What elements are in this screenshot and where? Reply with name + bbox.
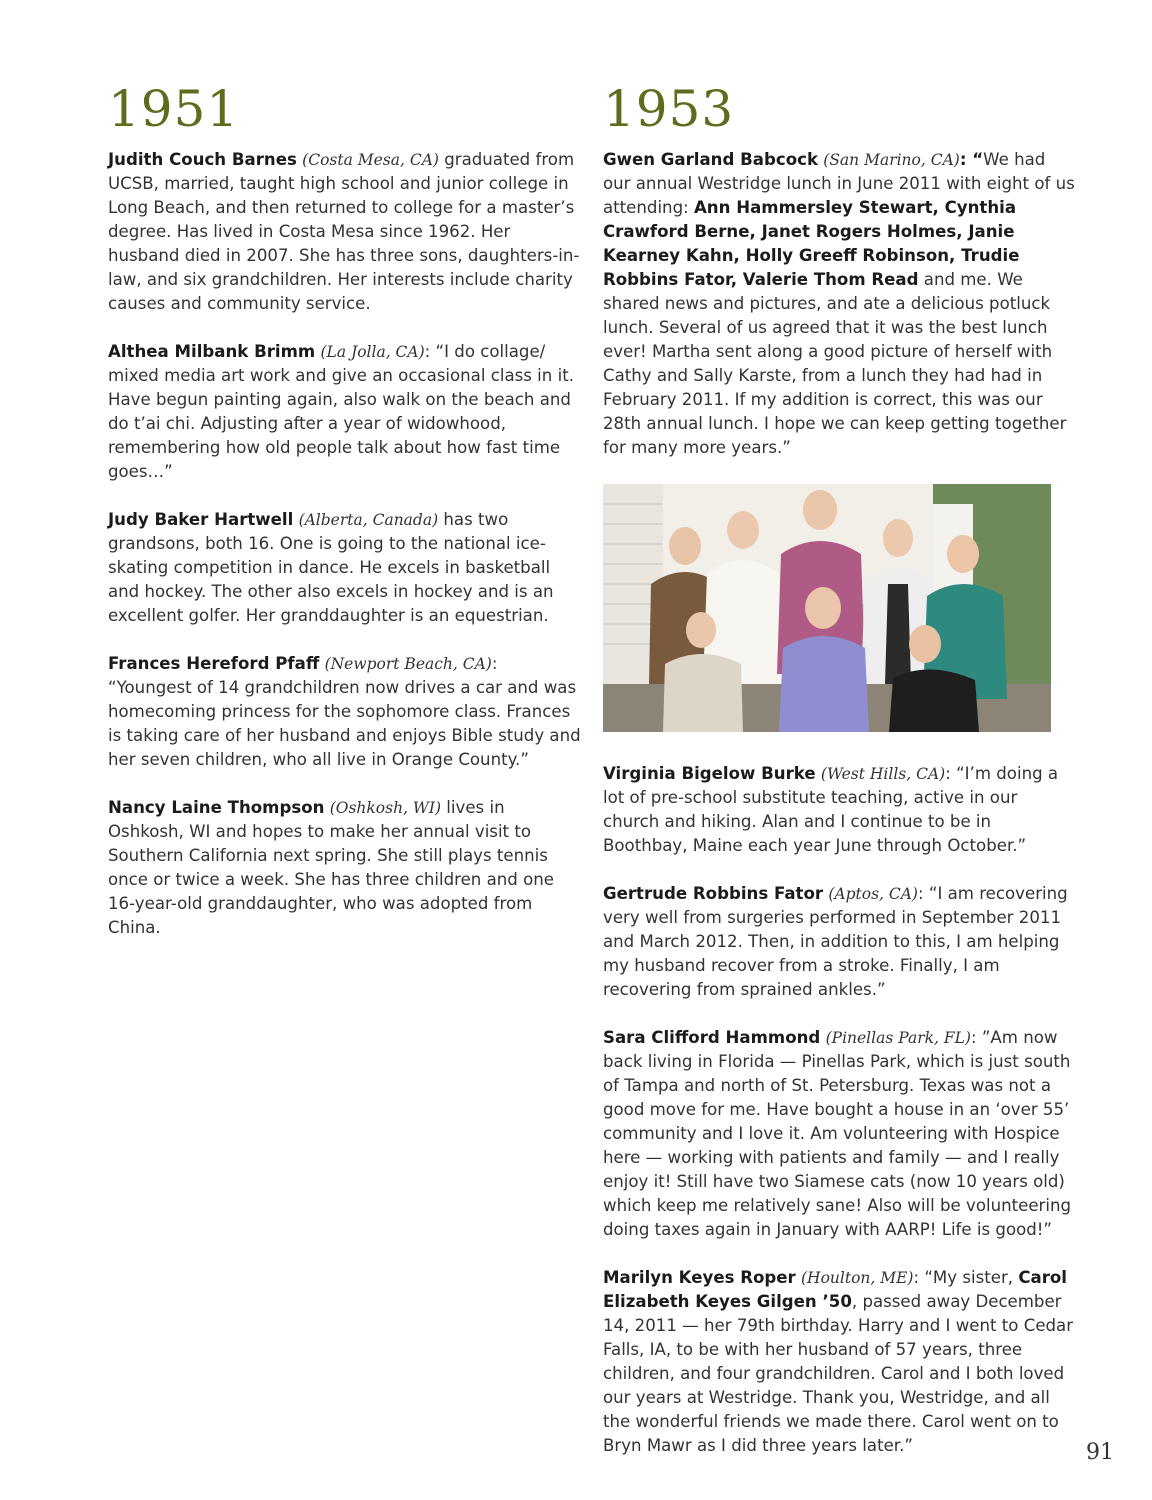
class-note-entry [603, 148, 1075, 460]
class-year-heading: 1953 [603, 80, 735, 138]
entry-list [603, 762, 1075, 1242]
alumna-name: Sara Clifford Hammond [603, 1028, 821, 1047]
class-year-heading: 1951 [108, 80, 240, 138]
sister-name: Carol Elizabeth Keyes Gilgen ’50 [603, 1268, 1067, 1311]
right-column [603, 80, 1075, 1482]
alumna-location: (Aptos, CA) [828, 885, 918, 903]
entry-text: We had our annual Westridge lunch in June 2011 with eight of us attending: [603, 150, 1075, 217]
page-number: 91 [1086, 1440, 1114, 1465]
entry-text: : “My sister, [913, 1268, 1019, 1287]
alumna-name: Althea Milbank Brimm [108, 342, 316, 361]
alumna-name: Frances Hereford Pfaff [108, 654, 320, 673]
class-note-entry [108, 508, 584, 628]
group-photo [603, 484, 1051, 732]
alumna-name: Marilyn Keyes Roper [603, 1268, 796, 1287]
quote-open: : “ [959, 150, 984, 169]
entry-text: : ”Am now back living in Florida — Pinellas Park, which is just south of Tampa and north of St. Petersburg. Texas was not a good move for me. Have bought a house in an ‘over 55’ community and I love it. Am volunteering with Hospice here — working with patients and family — and I really enjoy it! Still have two Siamese cats (now 10 years old) which keep me relatively sane! Also will be volunteering doing taxes again in January with AARP! Life is good!” [603, 1028, 1072, 1239]
alumna-location: (San Marino, CA) [823, 151, 960, 169]
group-photo-image [603, 484, 1051, 732]
entry-text: and me. We shared news and pictures, and ate a delicious potluck lunch. Several of us agreed that it was the best lunch ever! Martha sent along a good picture of herself with Cathy and Sally Karste, from a lunch they had had in February 2011. If my addition is correct, this was our 28th annual lunch. I hope we can keep getting together for many more years.” [603, 270, 1067, 457]
alumna-name: Gwen Garland Babcock [603, 150, 818, 169]
alumna-location: (Pinellas Park, FL) [825, 1029, 971, 1047]
class-note-entry [108, 796, 584, 940]
alumna-name: Judith Couch Barnes [108, 150, 297, 169]
class-note-entry [603, 1266, 1075, 1458]
alumna-location: (Newport Beach, CA) [324, 655, 492, 673]
entry-text: : “I do collage/ mixed media art work and give an occasional class in it. Have begun painting again, also walk on the beach and do t’ai chi. Adjusting after a year of widowhood, remembering how old people talk about how fast time goes…” [108, 342, 574, 481]
entry-text: , passed away December 14, 2011 — her 79th birthday. Harry and I went to Cedar Falls, IA, to be with her husband of 57 years, three children, and four grandchildren. Carol and I both loved our years at Westridge. Thank you, Westridge, and all the wonderful friends we made there. Carol went on to Bryn Mawr as I did three years later.” [603, 1292, 1074, 1455]
class-note-entry [603, 882, 1075, 1002]
alumna-name: Nancy Laine Thompson [108, 798, 325, 817]
class-note-entry [108, 148, 584, 316]
alumna-location: (West Hills, CA) [820, 765, 946, 783]
alumna-location: (Houlton, ME) [801, 1269, 914, 1287]
alumna-name: Judy Baker Hartwell [108, 510, 294, 529]
entry-text: : “Youngest of 14 grandchildren now drives a car and was homecoming princess for the sophomore class. Frances is taking care of her husband and enjoys Bible study and her seven children, who all live in Orange County.” [108, 654, 581, 769]
alumna-name: Virginia Bigelow Burke [603, 764, 816, 783]
class-note-entry [108, 652, 584, 772]
attendee-names: Ann Hammersley Stewart, Cynthia Crawford Berne, Janet Rogers Holmes, Janie Kearney Kahn, Holly Greeff Robinson, Trudie Robbins Fator, Valerie Thom Read [603, 198, 1020, 289]
entry-list [108, 148, 584, 940]
class-note-entry [603, 762, 1075, 858]
entry-text: has two grandsons, both 16. One is going to the national ice-skating competition in dance. He excels in basketball and hockey. The other also excels in hockey and is an excellent golfer. Her granddaughter is an equestrian. [108, 510, 554, 625]
left-column [108, 80, 584, 964]
entry-text: : “I am recovering very well from surgeries performed in September 2011 and March 2012. Then, in addition to this, I am helping my husband recover from a stroke. Finally, I am recovering from sprained ankles.” [603, 884, 1068, 999]
class-note-entry [603, 1026, 1075, 1242]
alumna-location: (La Jolla, CA) [320, 343, 425, 361]
alumna-location: (Alberta, Canada) [298, 511, 439, 529]
alumna-name: Gertrude Robbins Fator [603, 884, 824, 903]
entry-text: : “I’m doing a lot of pre-school substitute teaching, active in our church and hiking. Alan and I continue to be in Boothbay, Maine each year June through October.” [603, 764, 1059, 855]
alumna-location: (Oshkosh, WI) [329, 799, 442, 817]
class-note-entry [108, 340, 584, 484]
entry-text: graduated from UCSB, married, taught high school and junior college in Long Beach, and then returned to college for a master’s degree. Has lived in Costa Mesa since 1962. Her husband died in 2007. She has three sons, daughters-in-law, and six grandchildren. Her interests include charity causes and community service. [108, 150, 580, 313]
entry-text: lives in Oshkosh, WI and hopes to make her annual visit to Southern California next spring. She still plays tennis once or twice a week. She has three children and one 16-year-old granddaughter, who was adopted from China. [108, 798, 554, 937]
alumna-location: (Costa Mesa, CA) [302, 151, 439, 169]
